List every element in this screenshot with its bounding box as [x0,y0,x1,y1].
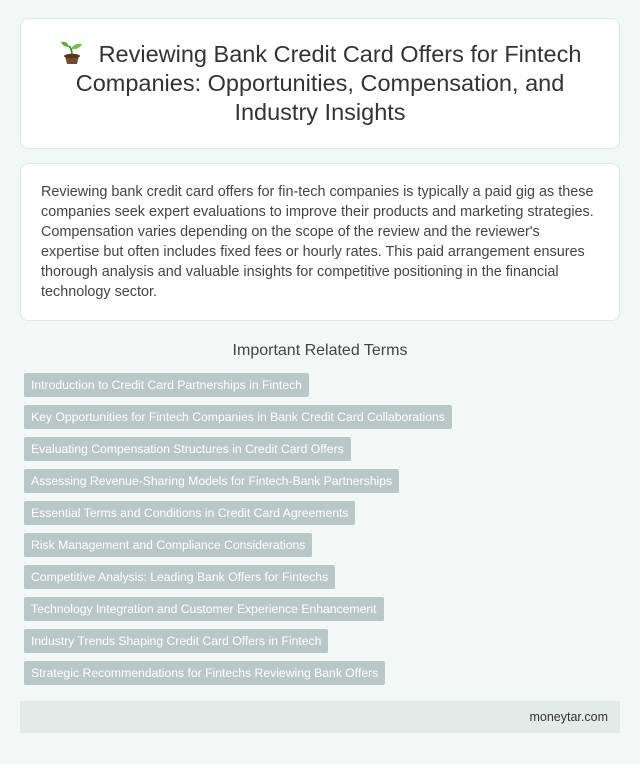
page-title-text: Reviewing Bank Credit Card Offers for Fintech Companies: Opportunities, Compensation, and Industry Insights [75,41,582,125]
page-title [45,40,595,127]
related-term-item [24,533,620,565]
related-term-tag[interactable]: Risk Management and Compliance Considerations [24,533,312,557]
related-term-tag[interactable]: Essential Terms and Conditions in Credit Card Agreements [24,501,355,525]
related-term-tag[interactable]: Industry Trends Shaping Credit Card Offers in Fintech [24,629,328,653]
summary-card [20,163,620,321]
related-term-item [24,565,620,597]
related-terms-list [24,373,620,693]
related-term-item [24,629,620,661]
summary-text: Reviewing bank credit card offers for fin-tech companies is typically a paid gig as these companies seek expert evaluations to improve their products and marketing strategies. Compensation varies depending on the scope of the review and the reviewer's expertise but often includes fixed fees or hourly rates. This paid arrangement ensures thorough analysis and valuable insights for competitive positioning in the financial technology sector. [41,184,594,300]
related-term-item [24,597,620,629]
related-term-tag[interactable]: Assessing Revenue-Sharing Models for Fintech-Bank Partnerships [24,469,399,493]
related-term-tag[interactable]: Strategic Recommendations for Fintechs Reviewing Bank Offers [24,661,385,685]
related-term-tag[interactable]: Competitive Analysis: Leading Bank Offers for Fintechs [24,565,335,589]
footer [20,701,620,733]
site-name[interactable]: moneytar.com [529,710,608,724]
related-term-tag[interactable]: Key Opportunities for Fintech Companies in Bank Credit Card Collaborations [24,405,452,429]
related-term-tag[interactable]: Introduction to Credit Card Partnerships in Fintech [24,373,309,397]
related-term-item [24,373,620,405]
related-term-item [24,501,620,533]
related-term-tag[interactable]: Evaluating Compensation Structures in Credit Card Offers [24,437,351,461]
related-term-item [24,469,620,501]
title-card [20,18,620,149]
sprout-icon [59,41,85,65]
related-term-item [24,437,620,469]
related-term-tag[interactable]: Technology Integration and Customer Experience Enhancement [24,597,384,621]
related-terms-heading: Important Related Terms [232,342,408,359]
related-term-item [24,405,620,437]
related-term-item [24,661,620,693]
